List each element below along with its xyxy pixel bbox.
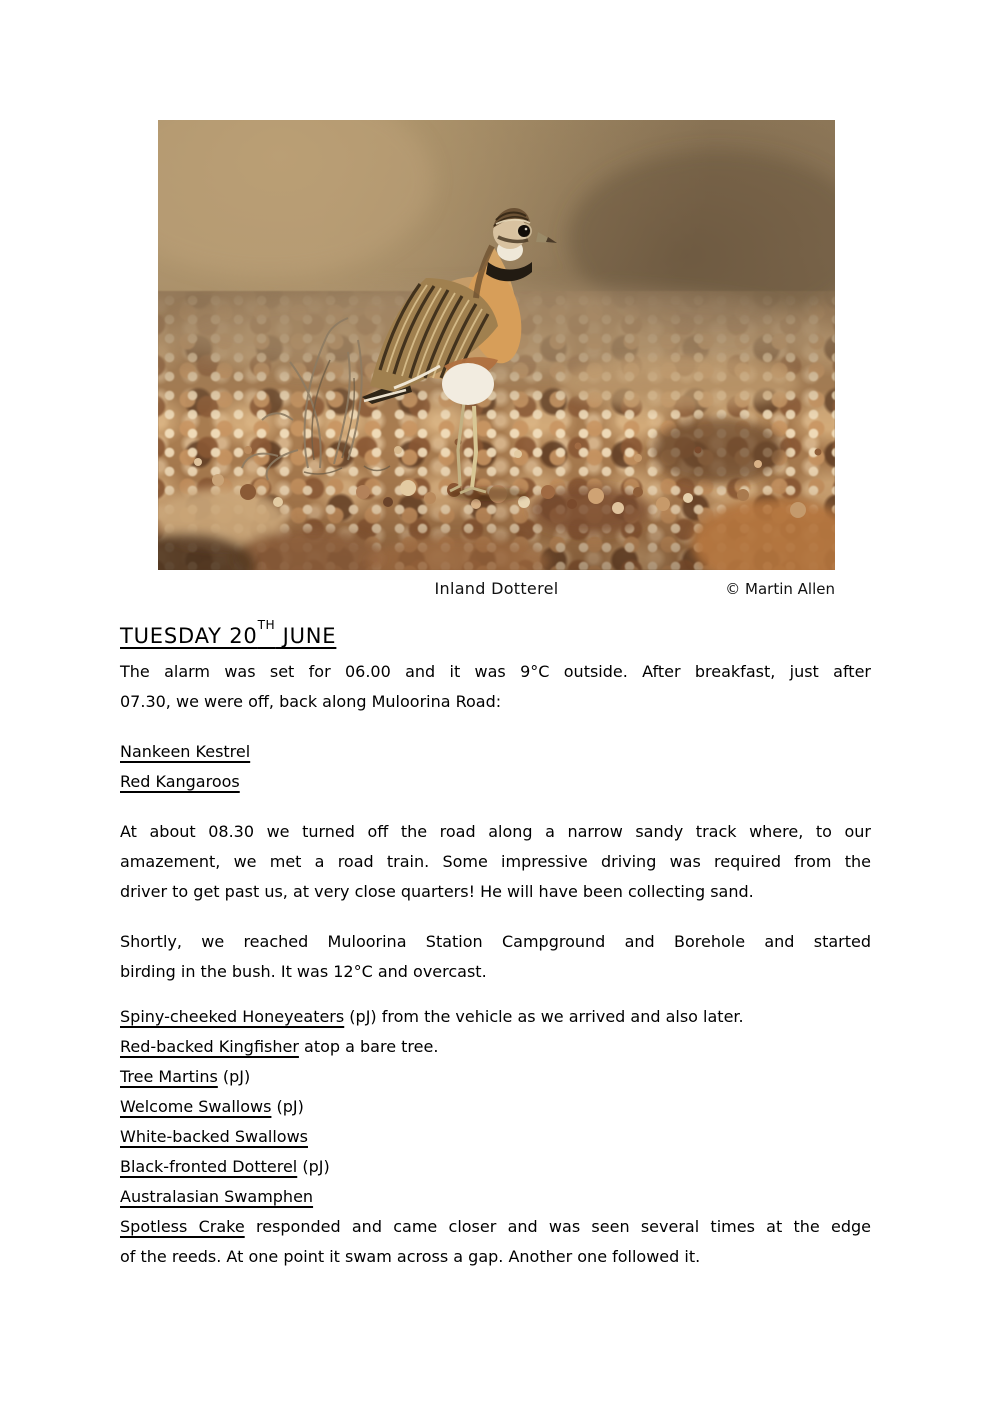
bird-shadow [448,487,528,501]
species-line [120,1092,871,1122]
species-name: Australasian Swamphen [120,1187,314,1206]
species-note: atop a bare tree. [298,1037,439,1056]
bird-legs [450,402,486,493]
paragraph-road-train [120,817,871,907]
species-line-spotless-crake [120,1212,871,1272]
species-note: responded and came closer and was seen several times at the edge [244,1217,872,1236]
paragraph-alarm [120,657,871,717]
text-line: At about 08.30 we turned off the road along a narrow sandy track where, to our [120,822,871,841]
species-line [120,1032,871,1062]
species-note: (pJ) [297,1157,330,1176]
species-name: Black-fronted Dotterel [120,1157,298,1176]
photo-credit: © Martin Allen [725,580,835,598]
species-name: Red-backed Kingfisher [120,1037,299,1056]
species-list [120,1002,871,1272]
species-line [120,737,871,767]
text-line: Shortly, we reached Muloorina Station Campground and Borehole and started [120,932,871,951]
species-line [120,1002,871,1032]
species-name: Spotless Crake [120,1217,245,1236]
heading-tail: JUNE [275,624,337,648]
text-line [120,1212,871,1242]
paragraph-campground [120,927,871,987]
text-line: 07.30, we were off, back along Muloorina Road: [120,692,502,711]
species-name: Red Kangaroos [120,772,240,791]
heading-main: TUESDAY 20 [120,624,258,648]
photo-caption: Inland Dotterel [434,579,559,598]
species-name: Nankeen Kestrel [120,742,251,761]
text-line: birding in the bush. It was 12°C and overcast. [120,962,487,981]
species-line [120,1122,871,1152]
species-note: (pJ) from the vehicle as we arrived and also later. [344,1007,744,1026]
species-line [120,1062,871,1092]
text-line: driver to get past us, at very close quarters! He will have been collecting sand. [120,882,754,901]
bird-eye [518,225,530,237]
species-line [120,1152,871,1182]
species-note: (pJ) [217,1067,251,1086]
sightings-list [120,737,871,797]
species-name: Tree Martins [120,1067,218,1086]
species-note: (pJ) [271,1097,304,1116]
bird-belly [442,363,494,405]
bird-photo [158,120,835,570]
photo-caption-row [158,579,835,603]
species-line [120,767,871,797]
text-line: The alarm was set for 06.00 and it was 9°C outside. After breakfast, just after [120,662,871,681]
blurred-stones [158,356,835,570]
species-name: White-backed Swallows [120,1127,308,1146]
species-line [120,1182,871,1212]
species-name: Welcome Swallows [120,1097,272,1116]
heading-ordinal: TH [257,617,276,632]
text-line: amazement, we met a road train. Some impressive driving was required from the [120,852,871,871]
species-name: Spiny-cheeked Honeyeaters [120,1007,345,1026]
date-heading [120,617,871,648]
photo-illustration [158,120,835,570]
text-line: of the reeds. At one point it swam across a gap. Another one followed it. [120,1247,701,1266]
